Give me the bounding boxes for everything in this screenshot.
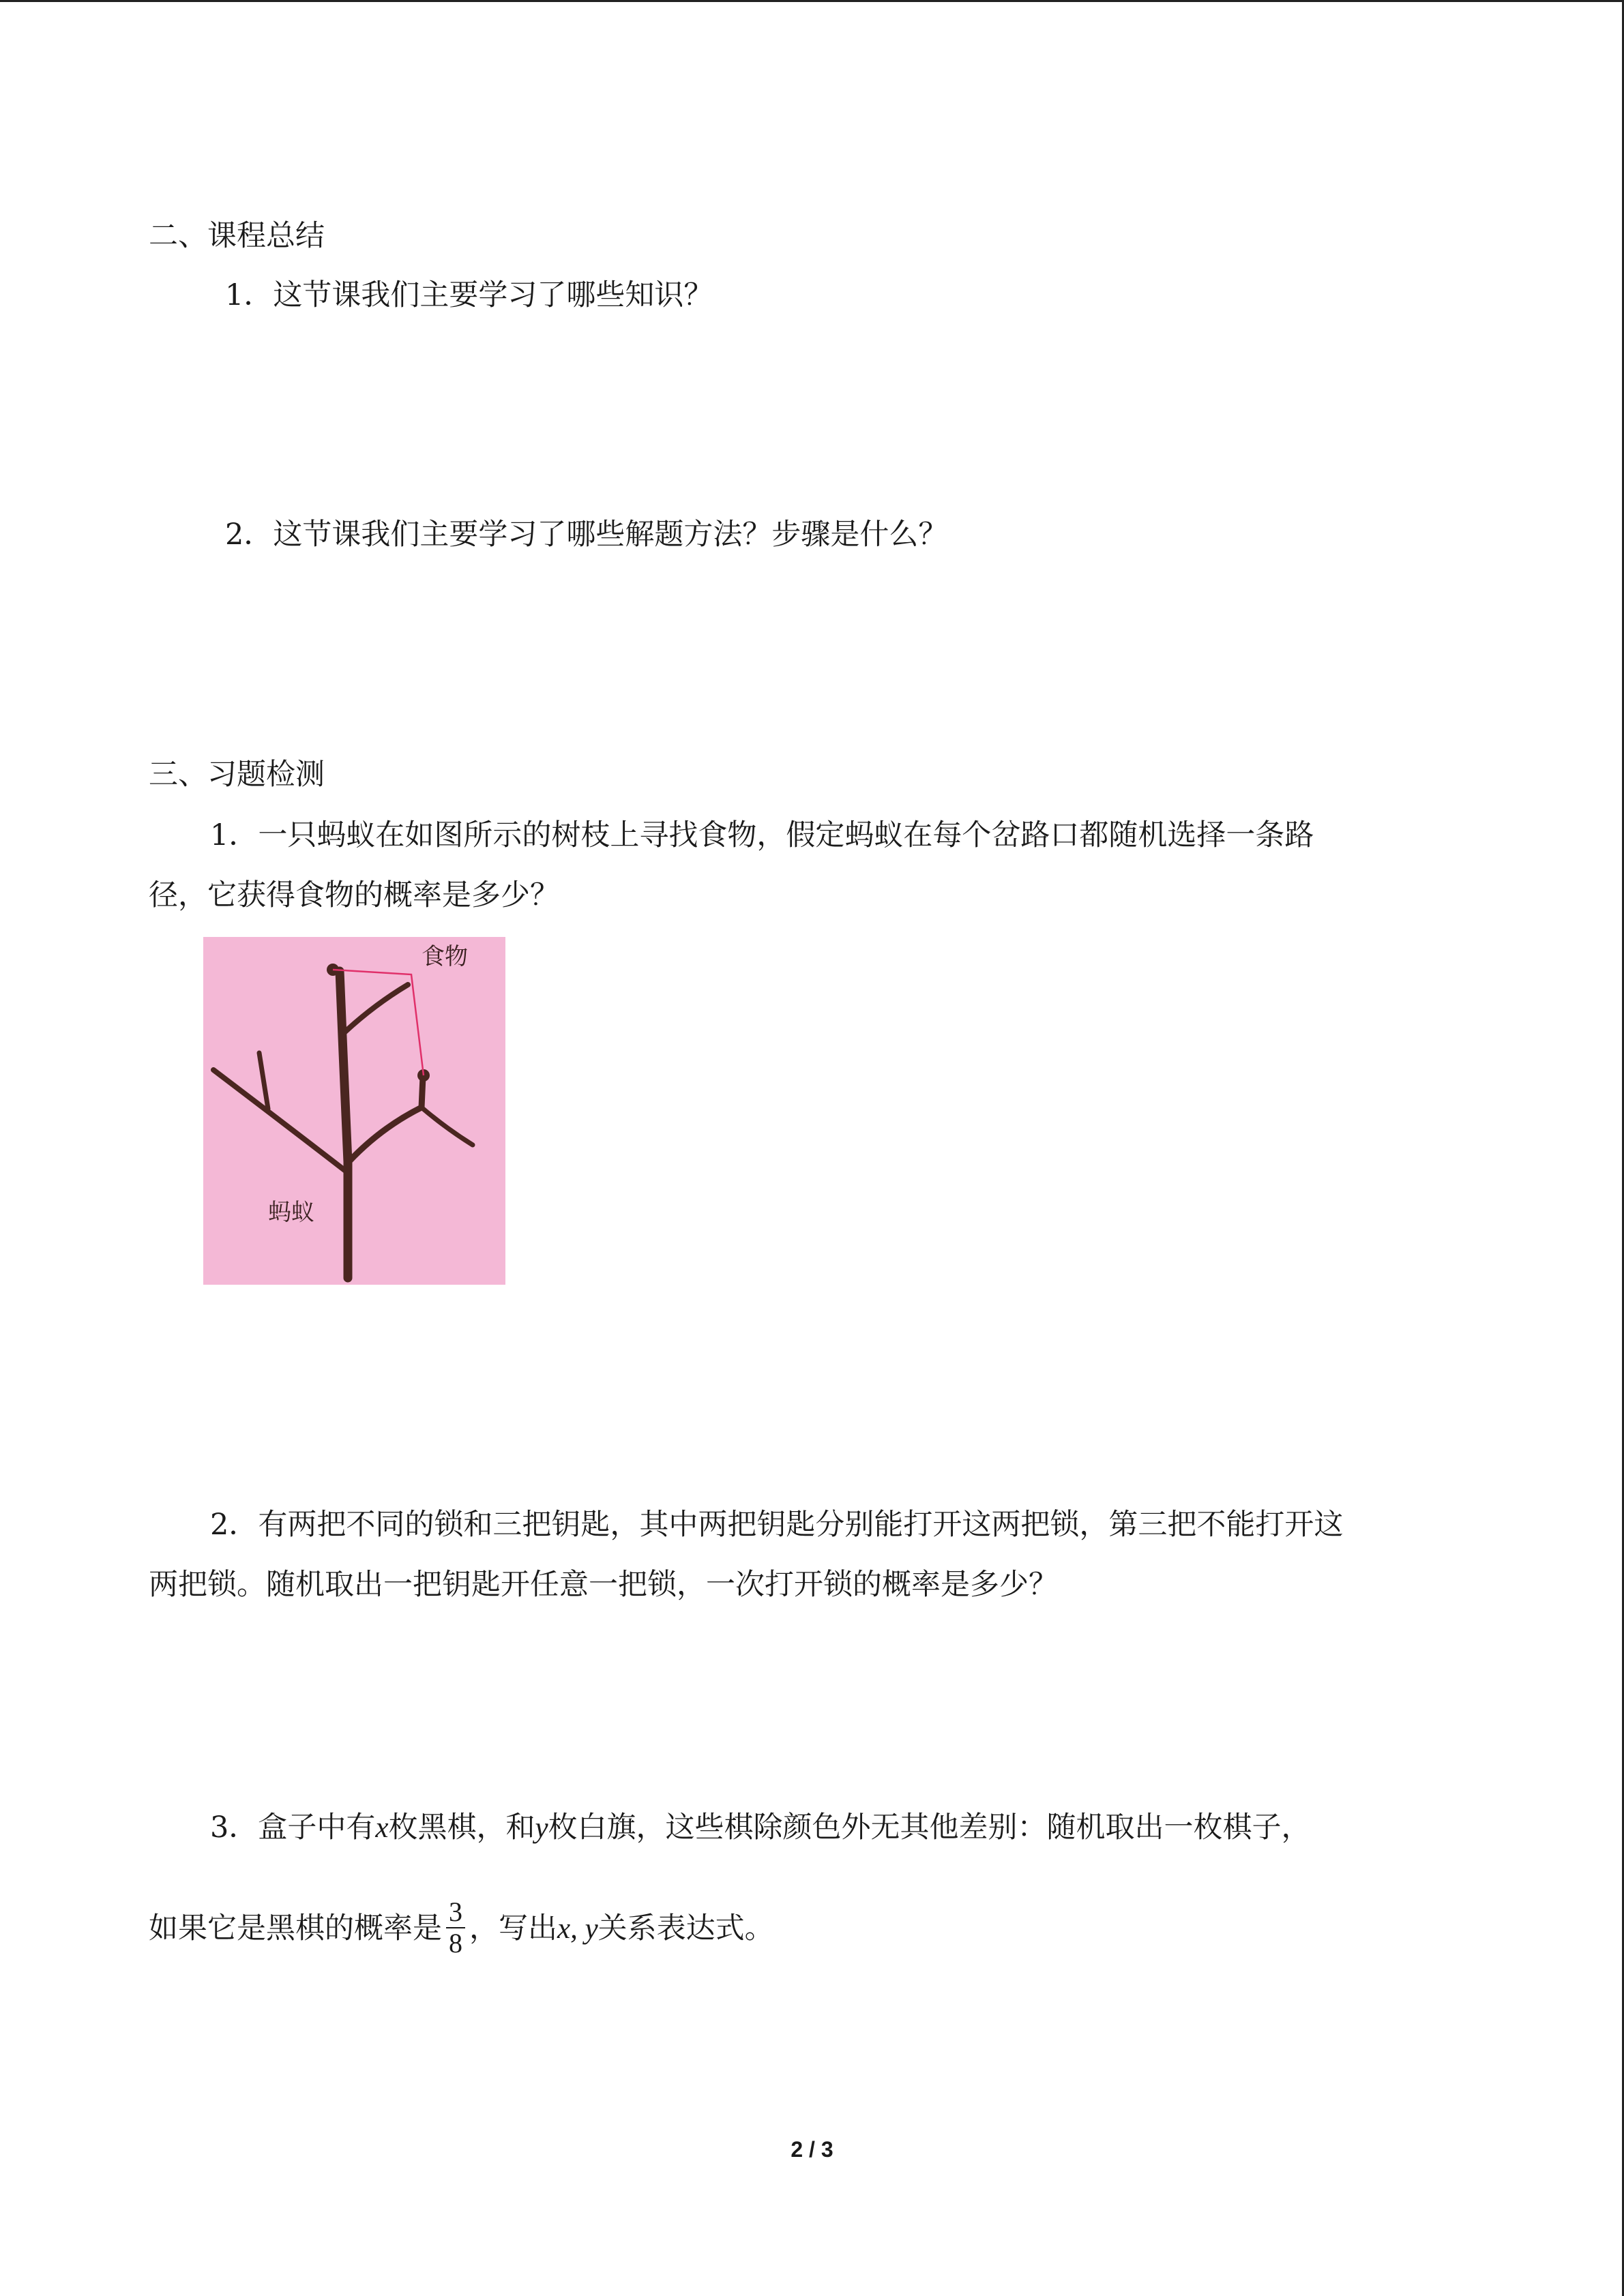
summary-question-2: 2．这节课我们主要学习了哪些解题方法？步骤是什么？ — [225, 518, 948, 552]
summary-question-1: 1．这节课我们主要学习了哪些知识？ — [225, 278, 713, 312]
exercise-3-line-2 — [149, 1894, 774, 1963]
exercise-1-line-1: 1．一只蚂蚁在如图所示的树枝上寻找食物，假定蚂蚁在每个岔路口都随机选择一条路 — [210, 818, 1314, 852]
exercise-3-line-1 — [210, 1807, 1311, 1849]
label-ant: 蚂蚁 — [268, 1199, 314, 1226]
variable-x: x — [375, 1812, 389, 1844]
ant-tree-figure — [203, 937, 505, 1285]
top-border-line — [0, 0, 1624, 2]
page-number: 2 / 3 — [791, 2137, 833, 2162]
figure-background — [203, 937, 505, 1285]
variables-xy: x, y — [557, 1913, 598, 1945]
exercise-2-line-2: 两把锁。随机取出一把钥匙开任意一把锁，一次打开锁的概率是多少？ — [149, 1568, 1058, 1602]
variable-y: y — [535, 1812, 548, 1844]
section-heading-exercises: 三、习题检测 — [149, 758, 325, 792]
exercise-3-text-b: 枚黑棋，和 — [388, 1810, 535, 1845]
exercise-3-text-e: ，写出 — [469, 1911, 557, 1945]
label-food: 食物 — [422, 943, 468, 970]
exercise-2-line-1: 2．有两把不同的锁和三把钥匙，其中两把钥匙分别能打开这两把锁，第三把不能打开这 — [210, 1508, 1344, 1542]
exercise-3-text-f: 关系表达式。 — [597, 1911, 774, 1945]
exercise-3-text-c: 枚白旗，这些棋除颜色外无其他差别：随机取出一枚棋子， — [548, 1810, 1311, 1845]
fraction-denominator: 8 — [449, 1928, 462, 1958]
exercise-3-text-a: 3．盒子中有 — [210, 1810, 376, 1845]
fraction-numerator: 3 — [446, 1897, 465, 1928]
section-heading-summary: 二、课程总结 — [149, 219, 325, 253]
probability-fraction — [446, 1897, 465, 1958]
exercise-1-line-2: 径，它获得食物的概率是多少？ — [149, 878, 559, 912]
exercise-3-text-d: 如果它是黑棋的概率是 — [149, 1911, 442, 1945]
